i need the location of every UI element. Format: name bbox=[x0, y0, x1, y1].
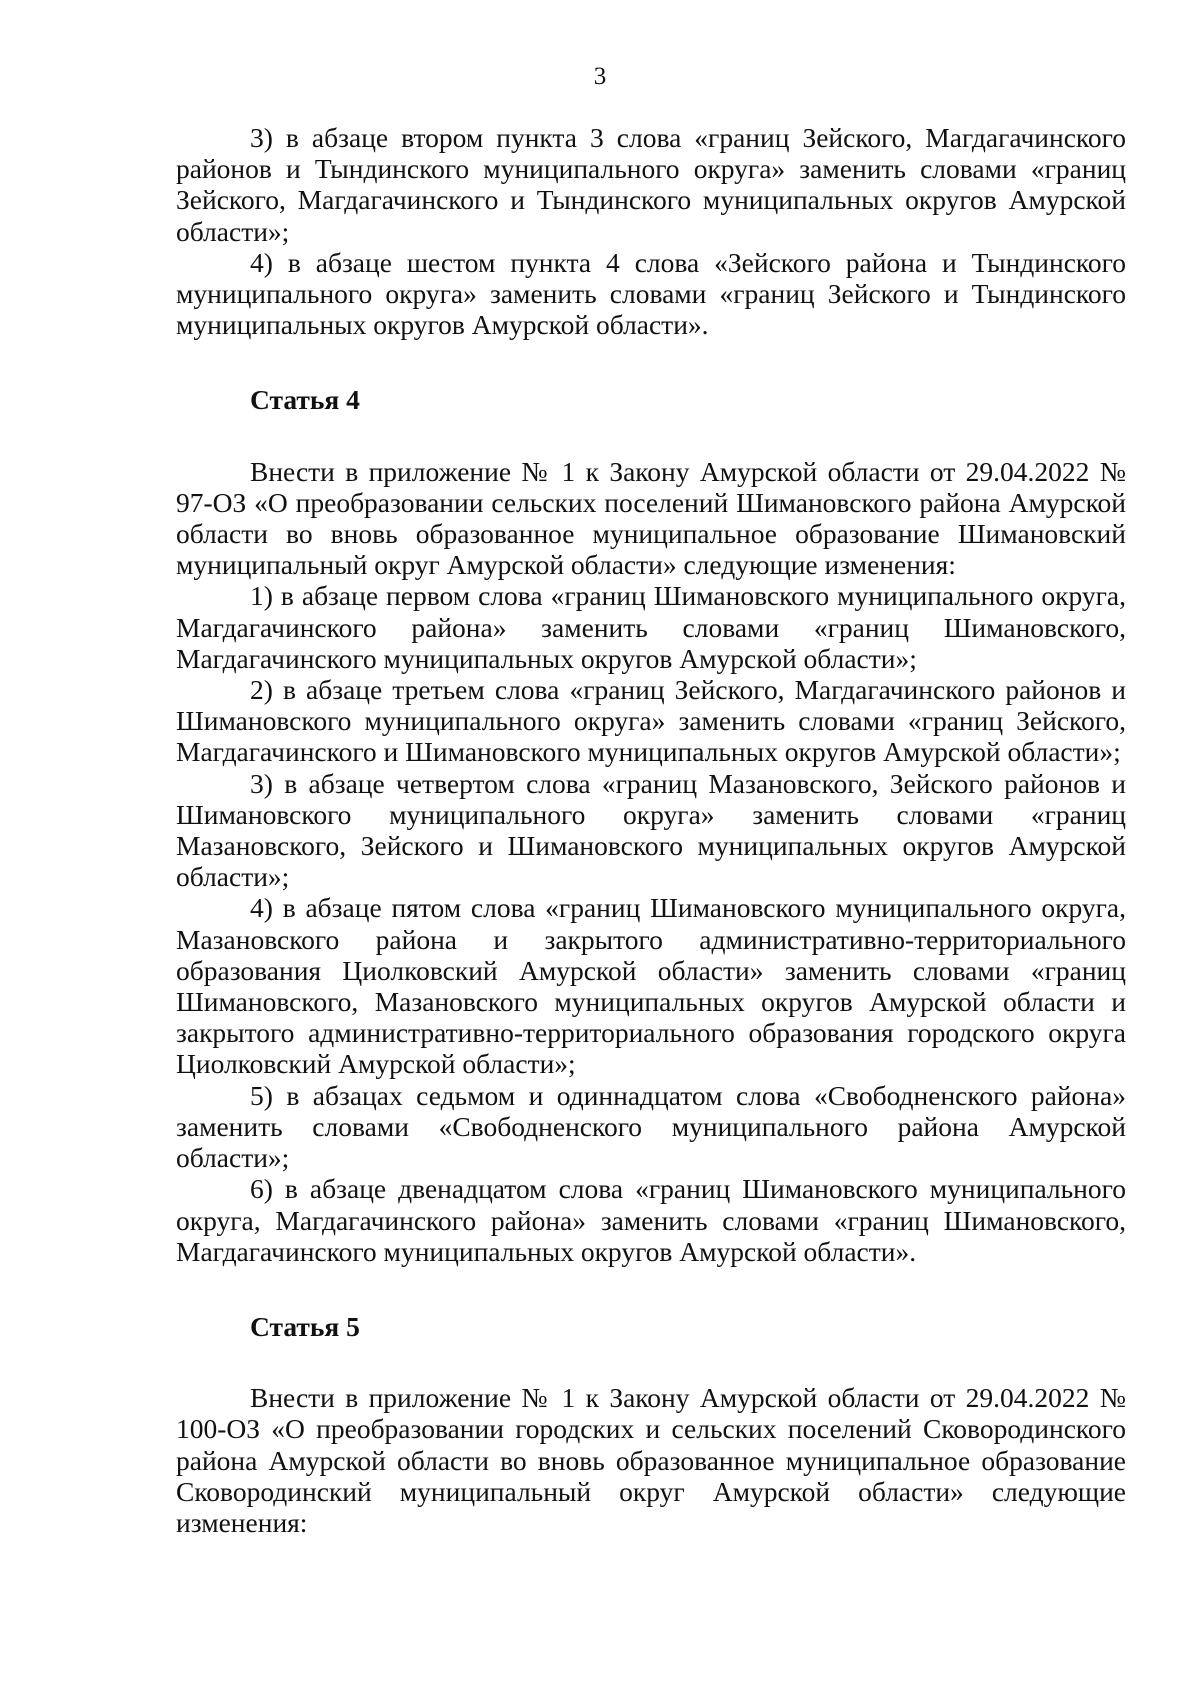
spacer bbox=[176, 416, 1126, 456]
paragraph-item-4: 4) в абзаце шестом пункта 4 слова «Зейского района и Тындинского муниципального округа» заменить словами «границ Зейского и Тындинского муниципальных округов Амурской области». bbox=[176, 246, 1126, 341]
article-4-item-3: 3) в абзаце четвертом слова «границ Мазановского, Зейского районов и Шимановского муниципального округа» заменить словами «границ Мазановского, Зейского и Шимановского муниципальных округов Амурской области»; bbox=[176, 767, 1126, 893]
article-4-intro: Внести в приложение № 1 к Закону Амурской области от 29.04.2022 № 97-ОЗ «О преобразовании сельских поселений Шимановского района Амурской области во вновь образованное муниципальное образование Шимановский муниципальный округ Амурской области» следующие изменения: bbox=[176, 455, 1126, 581]
spacer bbox=[176, 340, 1126, 384]
spacer bbox=[176, 1267, 1126, 1311]
article-4-item-4: 4) в абзаце пятом слова «границ Шимановского муниципального округа, Мазановского района и закрытого административно-территориального образования Циолковский Амурской области» заменить словами «границ Шимановского, Мазановского муниципальных округов Амурской области и закрытого административно-территориального образования городского округа Циолковский Амурской области»; bbox=[176, 892, 1126, 1080]
article-5-heading: Статья 5 bbox=[250, 1310, 360, 1342]
article-4-item-2: 2) в абзаце третьем слова «границ Зейского, Магдагачинского районов и Шимановского муниципального округа» заменить словами «границ Зейского, Магдагачинского и Шимановского муниципальных округов Амурской области»; bbox=[176, 674, 1126, 768]
article-4-item-1: 1) в абзаце первом слова «границ Шимановского муниципального округа, Магдагачинского района» заменить словами «границ Шимановского, Магдагачинского муниципальных округов Амурской области»; bbox=[176, 580, 1126, 674]
paragraph-item-3: 3) в абзаце втором пункта 3 слова «границ Зейского, Магдагачинского районов и Тындинского муниципального округа» заменить словами «границ Зейского, Магдагачинского и Тындинского муниципальных округов Амурской области»; bbox=[176, 122, 1126, 247]
article-4-item-5: 5) в абзацах седьмом и одиннадцатом слова «Свободненского района» заменить словами «Свободненского муниципального района Амурской области»; bbox=[176, 1079, 1126, 1174]
page-number: 3 bbox=[593, 63, 607, 90]
document-body bbox=[176, 122, 1126, 1538]
article-5-intro: Внести в приложение № 1 к Закону Амурской области от 29.04.2022 № 100-ОЗ «О преобразовании городских и сельских поселений Сковородинского района Амурской области во вновь образованное муниципальное образование Сковородинский муниципальный округ Амурской области» следующие изменения: bbox=[176, 1382, 1126, 1538]
spacer bbox=[176, 1342, 1126, 1382]
article-4-heading: Статья 4 bbox=[250, 384, 360, 416]
article-4-item-6: 6) в абзаце двенадцатом слова «границ Шимановского муниципального округа, Магдагачинского района» заменить словами «границ Шимановского, Магдагачинского муниципальных округов Амурской области». bbox=[176, 1173, 1126, 1267]
